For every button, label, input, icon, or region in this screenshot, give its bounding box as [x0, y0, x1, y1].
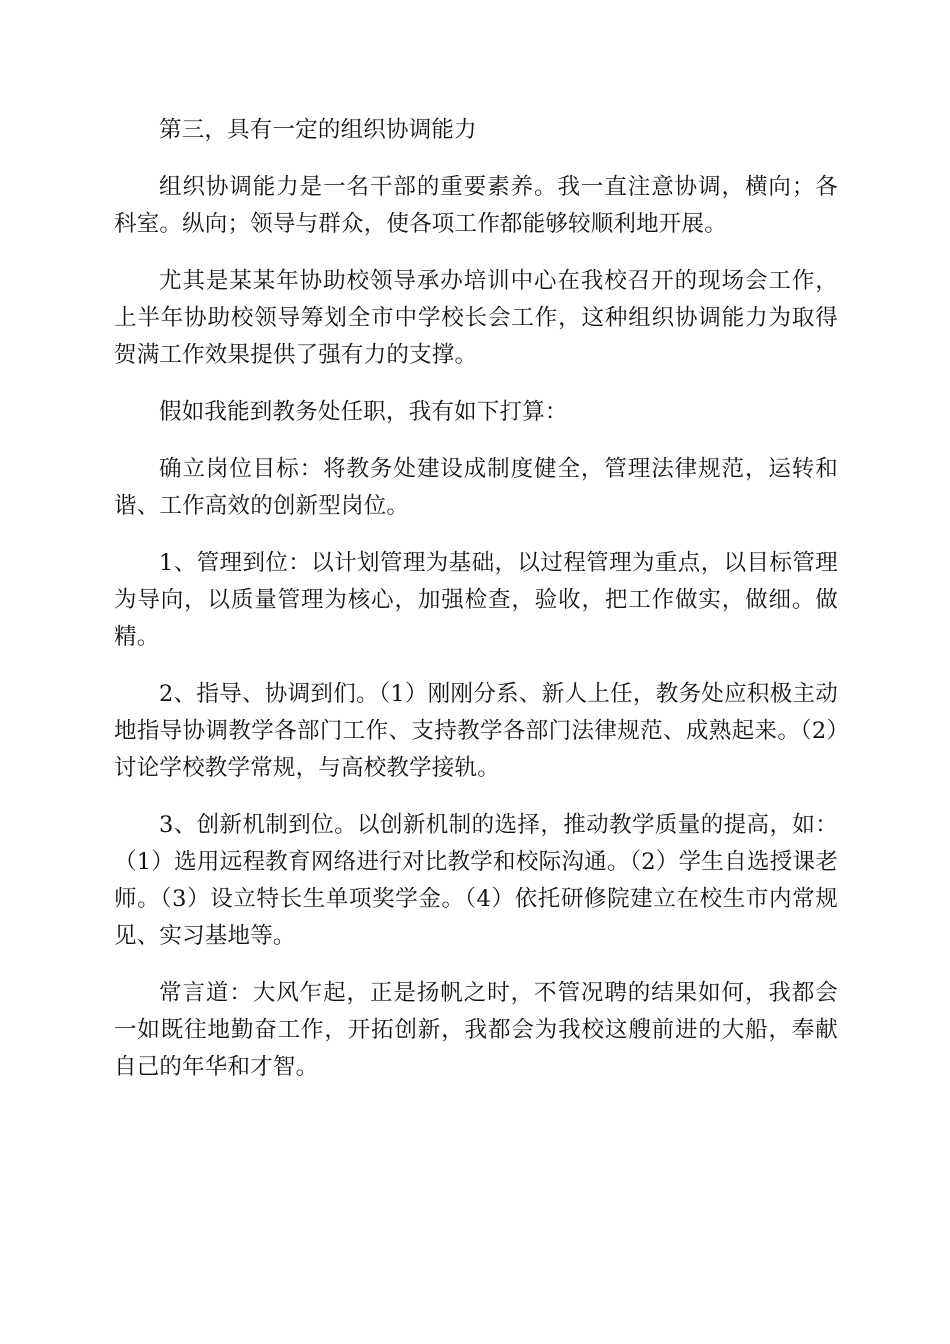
body-paragraph: 确立岗位目标：将教务处建设成制度健全，管理法律规范，运转和谐、工作高效的创新型岗位。 [114, 456, 838, 519]
body-paragraph: 尤其是某某年协助校领导承办培训中心在我校召开的现场会工作，上半年协助校领导筹划全市中学校长会工作，这种组织协调能力为取得贺满工作效果提供了强有力的支撑。 [114, 268, 838, 368]
heading-paragraph: 第三，具有一定的组织协调能力 [159, 117, 477, 143]
list-item-paragraph: 1、管理到位：以计划管理为基础，以过程管理为重点，以目标管理为导向，以质量管理为核心，加强检查，验收，把工作做实，做细。做精。 [114, 550, 838, 650]
body-paragraph: 组织协调能力是一名干部的重要素养。我一直注意协调，横向；各科室。纵向；领导与群众，使各项工作都能够较顺利地开展。 [114, 174, 838, 237]
list-item-paragraph: 2、指导、协调到们。（1）刚刚分系、新人上任，教务处应积极主动地指导协调教学各部门工作、支持教学各部门法律规范、成熟起来。（2）讨论学校教学常规，与高校教学接轨。 [114, 681, 838, 781]
closing-paragraph: 常言道：大风乍起，正是扬帆之时，不管况聘的结果如何，我都会一如既往地勤奋工作，开拓创新，我都会为我校这艘前进的大船，奉献自己的年华和才智。 [114, 980, 838, 1080]
list-item-paragraph: 3、创新机制到位。以创新机制的选择，推动教学质量的提高，如：（1）选用远程教育网络进行对比教学和校际沟通。（2）学生自选授课老师。（3）设立特长生单项奖学金。（4）依托研修院建立在校生市内常规见、实习基地等。 [114, 812, 838, 949]
body-paragraph: 假如我能到教务处任职，我有如下打算： [159, 399, 568, 425]
document-page [114, 112, 838, 1106]
